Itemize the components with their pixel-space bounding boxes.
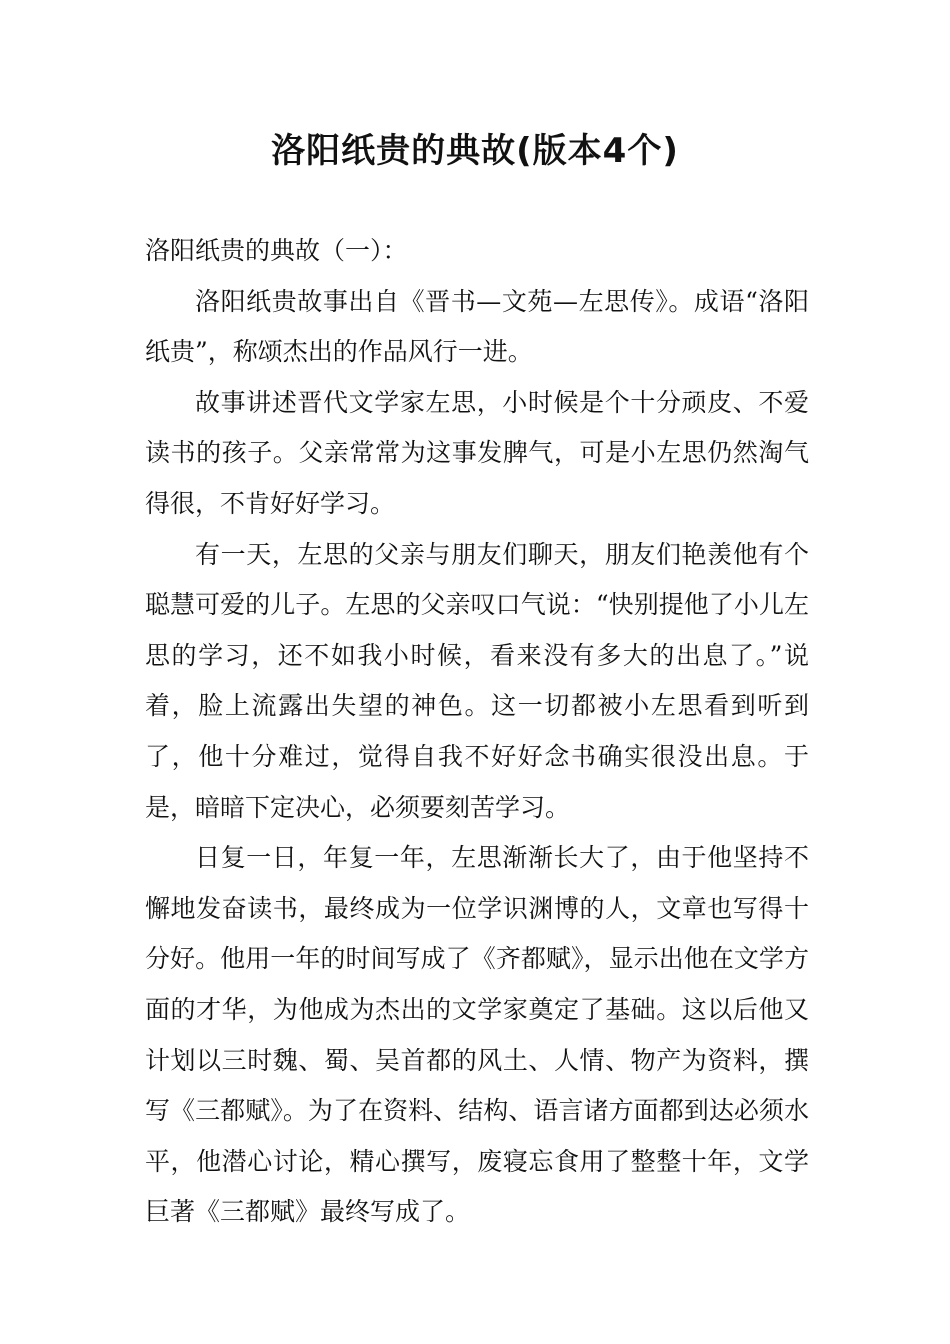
section-heading: 洛阳纸贵的典故（一）： <box>145 236 408 265</box>
paragraph-father: 有一天，左思的父亲与朋友们聊天，朋友们艳羡他有个聪慧可爱的儿子。左思的父亲叹口气说：“快别提他了小儿左思的学习，还不如我小时候，看来没有多大的出息了。”说着，脸上流露出失望的神色。这一切都被小左思看到听到了，他十分难过，觉得自我不好好念书确实很没出息。于是，暗暗下定决心，必须要刻苦学习。 <box>145 539 809 822</box>
document-title: 洛阳纸贵的典故(版本4个) <box>271 131 679 171</box>
document-body <box>145 226 809 1238</box>
paragraph-three-capitals: 日复一日，年复一年，左思渐渐长大了，由于他坚持不懈地发奋读书，最终成为一位学识渊博的人，文章也写得十分好。他用一年的时间写成了《齐都赋》，显示出他在文学方面的才华，为他成为杰出的文学家奠定了基础。这以后他又计划以三时魏、蜀、吴首都的风土、人情、物产为资料，撰写《三都赋》。为了在资料、结构、语言诸方面都到达必须水平，他潜心讨论，精心撰写，废寝忘食用了整整十年，文学巨著《三都赋》最终写成了。 <box>145 843 809 1227</box>
paragraph-origin: 洛阳纸贵故事出自《晋书—文苑—左思传》。成语“洛阳纸贵”，称颂杰出的作品风行一进。 <box>145 286 809 367</box>
paragraph-childhood: 故事讲述晋代文学家左思，小时候是个十分顽皮、不爱读书的孩子。父亲常常为这事发脾气，可是小左思仍然淘气得很，不肯好好学习。 <box>145 387 809 518</box>
